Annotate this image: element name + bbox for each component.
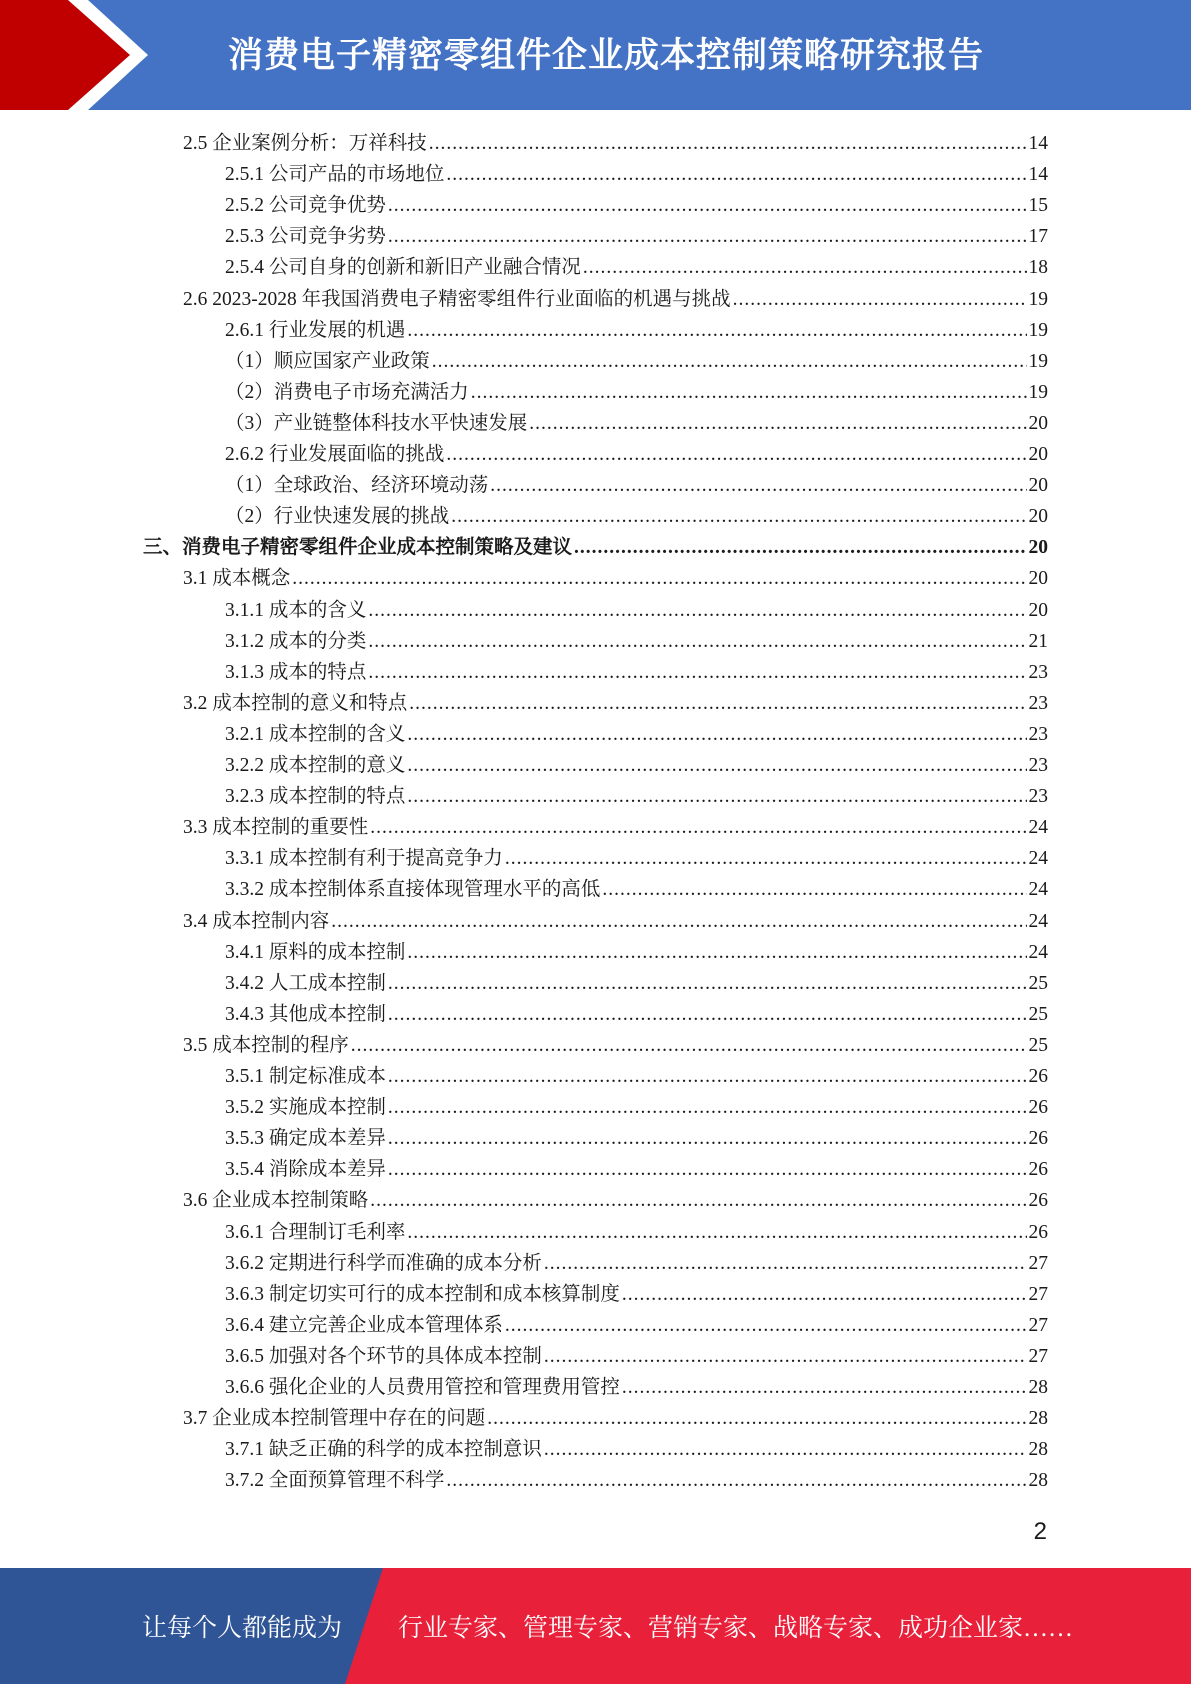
toc-leader-dots: [388, 1123, 1027, 1154]
toc-entry-page: 17: [1028, 226, 1048, 248]
toc-entry-page: 19: [1028, 288, 1048, 310]
toc-entry[interactable]: [225, 626, 1048, 657]
toc-entry-page: 18: [1028, 257, 1048, 279]
toc-entry[interactable]: [183, 128, 1048, 159]
toc-entry[interactable]: [225, 1154, 1048, 1185]
toc-entry-page: 24: [1028, 817, 1048, 839]
toc-entry-label: 2.5.1 公司产品的市场地位: [225, 164, 445, 186]
toc-entry-page: 20: [1028, 412, 1048, 434]
toc-entry-label: 3.5.2 实施成本控制: [225, 1097, 386, 1119]
toc-entry-page: 23: [1028, 692, 1048, 714]
toc-entry-label: 3.4.2 人工成本控制: [225, 972, 386, 994]
toc-entry[interactable]: [225, 999, 1048, 1030]
toc-entry-label: 2.6.2 行业发展面临的挑战: [225, 444, 445, 465]
toc-leader-dots: [583, 252, 1027, 283]
toc-entry-page: 26: [1028, 1221, 1048, 1243]
toc-leader-dots: [407, 937, 1026, 968]
toc-entry[interactable]: [225, 377, 1048, 408]
toc-leader-dots: [602, 874, 1026, 905]
page-number: 2: [1033, 1518, 1047, 1545]
toc-entry-label: 3.4.3 其他成本控制: [225, 1003, 386, 1025]
toc-entry-page: 23: [1028, 755, 1048, 776]
toc-entry-page: 19: [1028, 350, 1048, 372]
toc-entry-label: 3.7.1 缺乏正确的科学的成本控制意识: [225, 1439, 542, 1461]
toc-leader-dots: [505, 1310, 1027, 1341]
toc-leader-dots: [388, 221, 1027, 252]
toc-entry[interactable]: [225, 968, 1048, 999]
toc-entry[interactable]: [225, 1123, 1048, 1154]
toc-leader-dots: [368, 626, 1026, 657]
toc-entry-page: 14: [1028, 164, 1048, 186]
toc-entry[interactable]: [183, 1403, 1048, 1434]
toc-entry[interactable]: [225, 439, 1048, 470]
footer-slogan-left: 让每个人都能成为: [142, 1615, 343, 1642]
toc-entry-label: （2）行业快速发展的挑战: [225, 506, 450, 528]
toc-leader-dots: [351, 1030, 1027, 1061]
toc-entry-label: 3.4 成本控制内容: [183, 910, 330, 932]
toc-leader-dots: [388, 1061, 1027, 1092]
toc-entry[interactable]: [143, 532, 1048, 563]
toc-entry-label: 3.5.3 确定成本差异: [225, 1128, 386, 1150]
toc-entry[interactable]: [225, 595, 1048, 626]
toc-entry-label: 3.5 成本控制的程序: [183, 1034, 349, 1056]
toc-entry-label: 3.2 成本控制的意义和特点: [183, 692, 408, 714]
toc-entry-page: 26: [1028, 1159, 1048, 1181]
toc-entry[interactable]: [183, 563, 1048, 594]
toc-leader-dots: [370, 812, 1026, 843]
toc-leader-dots: [529, 408, 1026, 439]
toc-leader-dots: [505, 843, 1027, 874]
toc-entry-page: 28: [1028, 1439, 1048, 1461]
toc-leader-dots: [446, 159, 1026, 190]
toc-leader-dots: [544, 1341, 1027, 1372]
toc-entry-label: 3.2.1 成本控制的含义: [225, 723, 406, 745]
toc-leader-dots: [733, 284, 1027, 315]
toc-entry-page: 20: [1028, 475, 1048, 497]
toc-entry[interactable]: [183, 906, 1048, 937]
toc-leader-dots: [432, 346, 1027, 377]
toc-entry[interactable]: [183, 688, 1048, 719]
toc-entry-label: 3.5.1 制定标准成本: [225, 1066, 386, 1087]
toc-leader-dots: [622, 1279, 1027, 1310]
toc-leader-dots: [407, 719, 1026, 750]
toc-entry-label: （2）消费电子市场充满活力: [225, 381, 469, 403]
toc-entry[interactable]: [225, 1279, 1048, 1310]
toc-leader-dots: [388, 1092, 1027, 1123]
toc-entry[interactable]: [225, 501, 1048, 532]
toc-entry-label: 3.6 企业成本控制策略: [183, 1190, 369, 1212]
toc-entry[interactable]: [225, 843, 1048, 874]
toc-entry-label: 3.2.3 成本控制的特点: [225, 786, 406, 808]
toc-entry-page: 26: [1028, 1066, 1048, 1087]
toc-leader-dots: [451, 501, 1026, 532]
toc-entry-page: 20: [1028, 568, 1048, 590]
toc-leader-dots: [487, 1403, 1026, 1434]
toc-entry[interactable]: [225, 470, 1048, 501]
toc-leader-dots: [446, 439, 1026, 470]
toc-entry-page: 20: [1028, 506, 1048, 528]
toc-leader-dots: [407, 781, 1026, 812]
toc-entry-label: 3.1.3 成本的特点: [225, 661, 367, 683]
toc-entry[interactable]: [225, 781, 1048, 812]
toc-entry[interactable]: [183, 284, 1048, 315]
toc-entry-label: 三、消费电子精密零组件企业成本控制策略及建议: [143, 537, 573, 559]
toc-entry-page: 25: [1028, 972, 1048, 994]
toc-entry-label: （1）全球政治、经济环境动荡: [225, 475, 489, 497]
toc-entry[interactable]: [225, 1341, 1048, 1372]
toc-leader-dots: [368, 595, 1026, 626]
toc-entry-label: 2.6.1 行业发展的机遇: [225, 319, 406, 341]
toc-entry-label: 3.6.1 合理制订毛利率: [225, 1221, 406, 1243]
toc-entry[interactable]: [225, 408, 1048, 439]
toc-entry-page: 19: [1028, 381, 1048, 403]
toc-entry-label: 3.7 企业成本控制管理中存在的问题: [183, 1408, 486, 1430]
toc-leader-dots: [407, 1217, 1026, 1248]
toc-entry-page: 14: [1028, 133, 1048, 154]
toc-entry-page: 20: [1028, 537, 1048, 559]
footer-slogan-right: 行业专家、管理专家、营销专家、战略专家、成功企业家……: [398, 1615, 1074, 1642]
toc-entry-page: 27: [1028, 1283, 1048, 1305]
toc-leader-dots: [388, 999, 1027, 1030]
toc-entry[interactable]: [225, 346, 1048, 377]
toc-leader-dots: [574, 532, 1026, 563]
toc-entry-label: 2.5.4 公司自身的创新和新旧产业融合情况: [225, 257, 581, 279]
toc-leader-dots: [368, 657, 1026, 688]
toc-entry[interactable]: [225, 1310, 1048, 1341]
toc-entry-page: 21: [1028, 630, 1048, 652]
toc-entry[interactable]: [225, 1061, 1048, 1092]
toc-entry-label: （1）顺应国家产业政策: [225, 350, 430, 372]
toc-leader-dots: [331, 906, 1026, 937]
toc-entry-label: 3.6.6 强化企业的人员费用管控和管理费用管控: [225, 1377, 620, 1398]
toc-leader-dots: [544, 1434, 1027, 1465]
toc-entry-label: 2.5.2 公司竞争优势: [225, 195, 386, 217]
toc-entry-label: 3.1 成本概念: [183, 568, 291, 590]
toc-entry[interactable]: [225, 190, 1048, 221]
toc-entry-label: 3.6.3 制定切实可行的成本控制和成本核算制度: [225, 1283, 620, 1305]
toc-entry[interactable]: [225, 750, 1048, 781]
toc-entry-page: 27: [1028, 1314, 1048, 1336]
toc-entry-page: 20: [1028, 444, 1048, 465]
toc-entry-page: 26: [1028, 1097, 1048, 1119]
toc-entry[interactable]: [183, 812, 1048, 843]
toc-leader-dots: [622, 1372, 1027, 1403]
page-footer: [0, 1568, 1191, 1684]
toc-entry-page: 19: [1028, 319, 1048, 341]
toc-entry[interactable]: [183, 1185, 1048, 1216]
toc-entry-page: 27: [1028, 1252, 1048, 1274]
toc-entry-page: 28: [1028, 1408, 1048, 1430]
toc-entry-page: 27: [1028, 1345, 1048, 1367]
toc-leader-dots: [292, 563, 1026, 594]
toc-entry-label: 2.5.3 公司竞争劣势: [225, 226, 386, 248]
toc-entry-page: 20: [1028, 599, 1048, 621]
toc-entry-page: 25: [1028, 1003, 1048, 1025]
toc-entry[interactable]: [225, 252, 1048, 283]
toc-entry-page: 23: [1028, 661, 1048, 683]
toc-entry-page: 26: [1028, 1190, 1048, 1212]
toc-entry-page: 23: [1028, 786, 1048, 808]
toc-entry-label: 3.1.1 成本的含义: [225, 599, 367, 621]
toc-entry-page: 15: [1028, 195, 1048, 217]
toc-entry-page: 24: [1028, 848, 1048, 870]
toc-leader-dots: [544, 1248, 1027, 1279]
toc-entry-label: 3.1.2 成本的分类: [225, 630, 367, 652]
toc-entry-label: 3.6.4 建立完善企业成本管理体系: [225, 1314, 503, 1336]
toc-leader-dots: [407, 315, 1026, 346]
toc-entry[interactable]: [225, 1434, 1048, 1465]
toc-entry[interactable]: [225, 657, 1048, 688]
toc-entry-page: 23: [1028, 723, 1048, 745]
toc-entry-page: 26: [1028, 1128, 1048, 1150]
toc-leader-dots: [370, 1185, 1026, 1216]
toc-entry[interactable]: [183, 1030, 1048, 1061]
toc-entry-label: （3）产业链整体科技水平快速发展: [225, 412, 528, 434]
toc-entry-label: 3.6.2 定期进行科学而准确的成本分析: [225, 1252, 542, 1274]
toc-entry[interactable]: [225, 1217, 1048, 1248]
toc-entry-page: 28: [1028, 1377, 1048, 1398]
toc-leader-dots: [388, 968, 1027, 999]
toc-entry-label: 3.6.5 加强对各个环节的具体成本控制: [225, 1345, 542, 1367]
toc-leader-dots: [471, 377, 1027, 408]
toc-entry-page: 24: [1028, 910, 1048, 932]
toc-entry[interactable]: [225, 159, 1048, 190]
toc-leader-dots: [388, 1154, 1027, 1185]
toc-leader-dots: [429, 128, 1027, 159]
toc-entry[interactable]: [225, 1248, 1048, 1279]
toc-entry[interactable]: [225, 719, 1048, 750]
toc-entry[interactable]: [225, 221, 1048, 252]
toc-leader-dots: [490, 470, 1026, 501]
toc-entry-page: 24: [1028, 941, 1048, 963]
toc-entry[interactable]: [225, 1092, 1048, 1123]
toc-entry-label: 3.4.1 原料的成本控制: [225, 941, 406, 963]
toc-entry[interactable]: [225, 874, 1048, 905]
toc-entry-page: 25: [1028, 1034, 1048, 1056]
toc-entry-label: 3.5.4 消除成本差异: [225, 1159, 386, 1181]
toc-entry-label: 3.3.2 成本控制体系直接体现管理水平的高低: [225, 879, 601, 901]
toc-leader-dots: [446, 1465, 1026, 1496]
toc-entry-label: 3.7.2 全面预算管理不科学: [225, 1470, 445, 1492]
toc-entry-label: 3.3 成本控制的重要性: [183, 817, 369, 839]
toc-entry-label: 2.5 企业案例分析：万祥科技: [183, 133, 427, 154]
toc-leader-dots: [407, 750, 1026, 781]
toc-entry[interactable]: [225, 315, 1048, 346]
toc-leader-dots: [388, 190, 1027, 221]
page-header: [0, 0, 1191, 110]
toc-entry[interactable]: [225, 1372, 1048, 1403]
toc-entry-label: 2.6 2023-2028 年我国消费电子精密零组件行业面临的机遇与挑战: [183, 288, 731, 310]
report-title: 消费电子精密零组件企业成本控制策略研究报告: [228, 36, 985, 76]
toc-entry-label: 3.2.2 成本控制的意义: [225, 755, 406, 776]
toc-entry-page: 28: [1028, 1470, 1048, 1492]
toc-entry[interactable]: [225, 1465, 1048, 1496]
toc-entry[interactable]: [225, 937, 1048, 968]
toc-entry-label: 3.3.1 成本控制有利于提高竞争力: [225, 848, 503, 870]
toc-entry-page: 24: [1028, 879, 1048, 901]
toc-leader-dots: [409, 688, 1026, 719]
